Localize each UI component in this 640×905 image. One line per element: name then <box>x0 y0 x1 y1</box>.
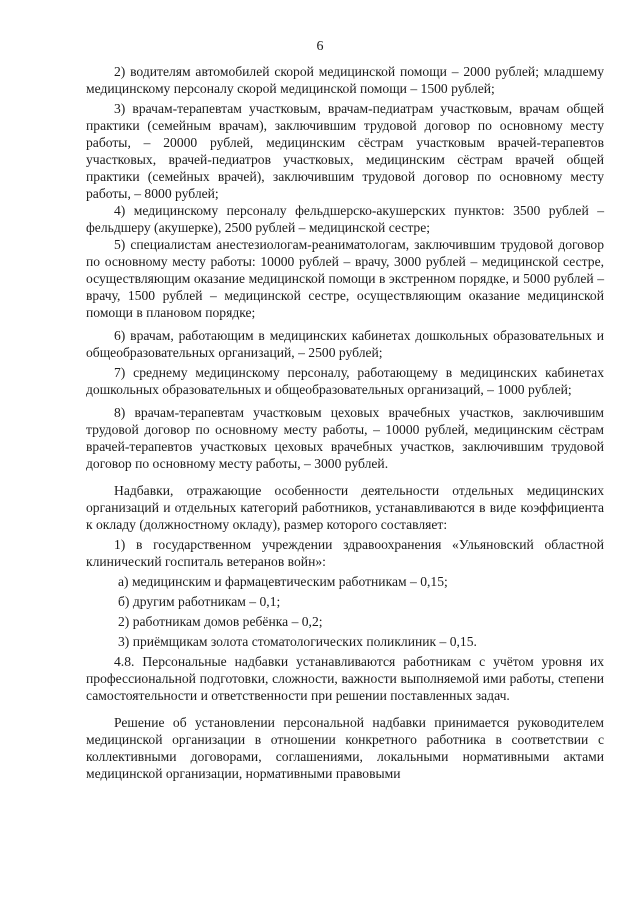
document-body <box>86 63 604 782</box>
paragraph-sub-b: б) другим работникам – 0,1; <box>118 594 281 609</box>
paragraph-sub-a: а) медицинским и фармацевтическим работникам – 0,15; <box>118 574 448 589</box>
paragraph-item-2: 2) водителям автомобилей скорой медицинской помощи – 2000 рублей; младшему медицинскому персоналу скорой медицинской помощи – 1500 рублей; <box>86 64 604 96</box>
paragraph-item-7: 7) среднему медицинскому персоналу, работающему в медицинских кабинетах дошкольных образовательных и общеобразовательных организаций, – 1000 рублей; <box>86 365 604 397</box>
paragraph-item-5: 5) специалистам анестезиологам-реаниматологам, заключившим трудовой договор по основному месту работы: 10000 рублей – врачу, 3000 рублей – медицинской сестре, осуществляющим оказание медицинской помощи в экстренном порядке, и 5000 рублей – врачу, 1500 рублей – медицинской сестре, осуществляющим оказание медицинской помощи в плановом порядке; <box>86 237 604 320</box>
paragraph-item-children-homes: 2) работникам домов ребёнка – 0,2; <box>118 614 323 629</box>
paragraph-item-4: 4) медицинскому персоналу фельдшерско-акушерских пунктов: 3500 рублей – фельдшеру (акушерке), 2500 рублей – медицинской сестре; <box>86 203 604 235</box>
paragraph-section-4-8: 4.8. Персональные надбавки устанавливаются работникам с учётом уровня их профессиональной подготовки, сложности, важности выполняемой ими работы, степени самостоятельности и ответственности при решении поставленных задач. <box>86 654 604 703</box>
paragraph-item-6: 6) врачам, работающим в медицинских кабинетах дошкольных образовательных и общеобразовательных организаций, – 2500 рублей; <box>86 328 604 360</box>
paragraph-item-gold-receivers: 3) приёмщикам золота стоматологических поликлиник – 0,15. <box>118 634 477 649</box>
paragraph-personal-allowance-decision: Решение об установлении персональной надбавки принимается руководителем медицинской организации в отношении конкретного работника в соответствии с коллективными договорами, соглашениями, локальными нормативными актами медицинской организации, нормативными правовыми <box>86 715 604 781</box>
paragraph-allowances-intro: Надбавки, отражающие особенности деятельности отдельных медицинских организаций и отдельных категорий работников, устанавливаются в виде коэффициента к окладу (должностному окладу), размер которого составляет: <box>86 483 604 532</box>
paragraph-item-3: 3) врачам-терапевтам участковым, врачам-педиатрам участковым, врачам общей практики (семейным врачам), заключившим трудовой договор по основному месту работы, – 20000 рублей, медицинским сёстрам участковым врачей-терапевтов участковых, врачей-педиатров участковых, медицинским сёстрам врачей общей практики (семейных врачей), заключившим трудовой договор по основному месту работы, – 8000 рублей; <box>86 101 604 201</box>
paragraph-item-8: 8) врачам-терапевтам участковым цеховых врачебных участков, заключившим трудовой договор по основному месту работы, – 10000 рублей, медицинским сёстрам врачей-терапевтов участковых цеховых врачебных участков, заключившим трудовой договор по основному месту работы, – 3000 рублей. <box>86 405 604 471</box>
page-number: 6 <box>316 39 324 54</box>
paragraph-hospital-item: 1) в государственном учреждении здравоохранения «Ульяновский областной клинический госпиталь ветеранов войн»: <box>86 537 604 569</box>
